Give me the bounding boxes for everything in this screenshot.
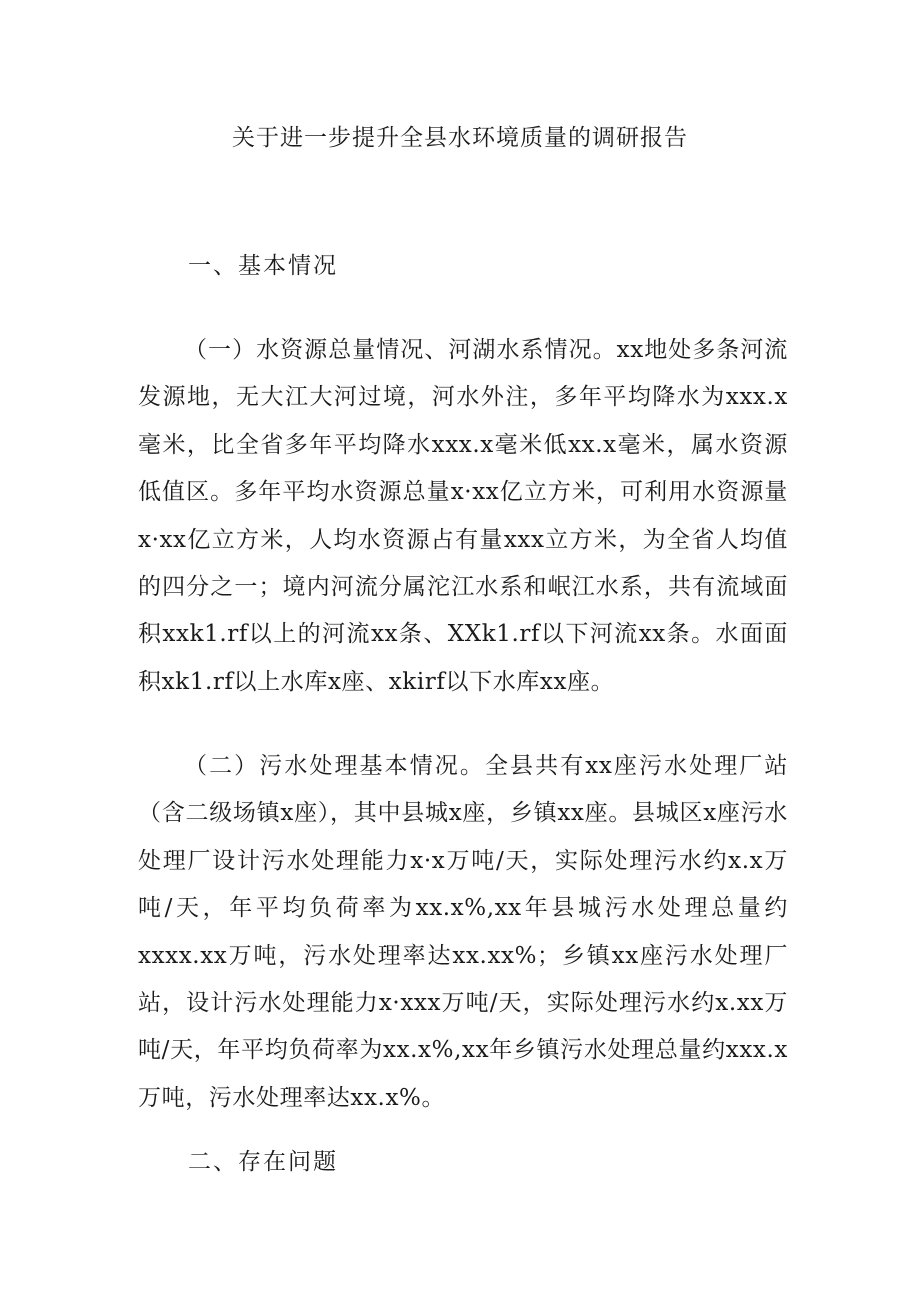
section-heading-basic-situation: 一、基本情况 [188,253,338,279]
paragraph-water-resources: （一）水资源总量情况、河湖水系情况。xx地处多条河流发源地，无大江大河过境，河水外注，多年平均降水为xxx.x毫米，比全省多年平均降水xxx.x毫米低xx.x毫米，属水资源低值区。多年平均水资源总量x·xx亿立方米，可利用水资源量x·xx亿立方米，人均水资源占有量xxx立方米，为全省人均值的四分之一；境内河流分属沱江水系和岷江水系，共有流域面积xxk1.rf以上的河流xx条、XXk1.rf以下河流xx条。水面面积xk1.rf以上水库x座、xkirf以下水库xx座。 [138,337,788,695]
document-title: 关于进一步提升全县水环境质量的调研报告 [232,125,688,151]
section-heading-existing-problems: 二、存在问题 [188,1149,338,1175]
paragraph-sewage-treatment: （二）污水处理基本情况。全县共有xx座污水处理厂站（含二级场镇x座），其中县城x座，乡镇xx座。县城区x座污水处理厂设计污水处理能力x·x万吨/天，实际处理污水约x.x万吨/天，年平均负荷率为xx.x%,xx年县城污水处理总量约xxxx.xx万吨，污水处理率达xx.xx%；乡镇xx座污水处理厂站，设计污水处理能力x·xxx万吨/天，实际处理污水约x.xx万吨/天，年平均负荷率为xx.x%,xx年乡镇污水处理总量约xxx.x万吨，污水处理率达xx.x%。 [138,753,788,1111]
